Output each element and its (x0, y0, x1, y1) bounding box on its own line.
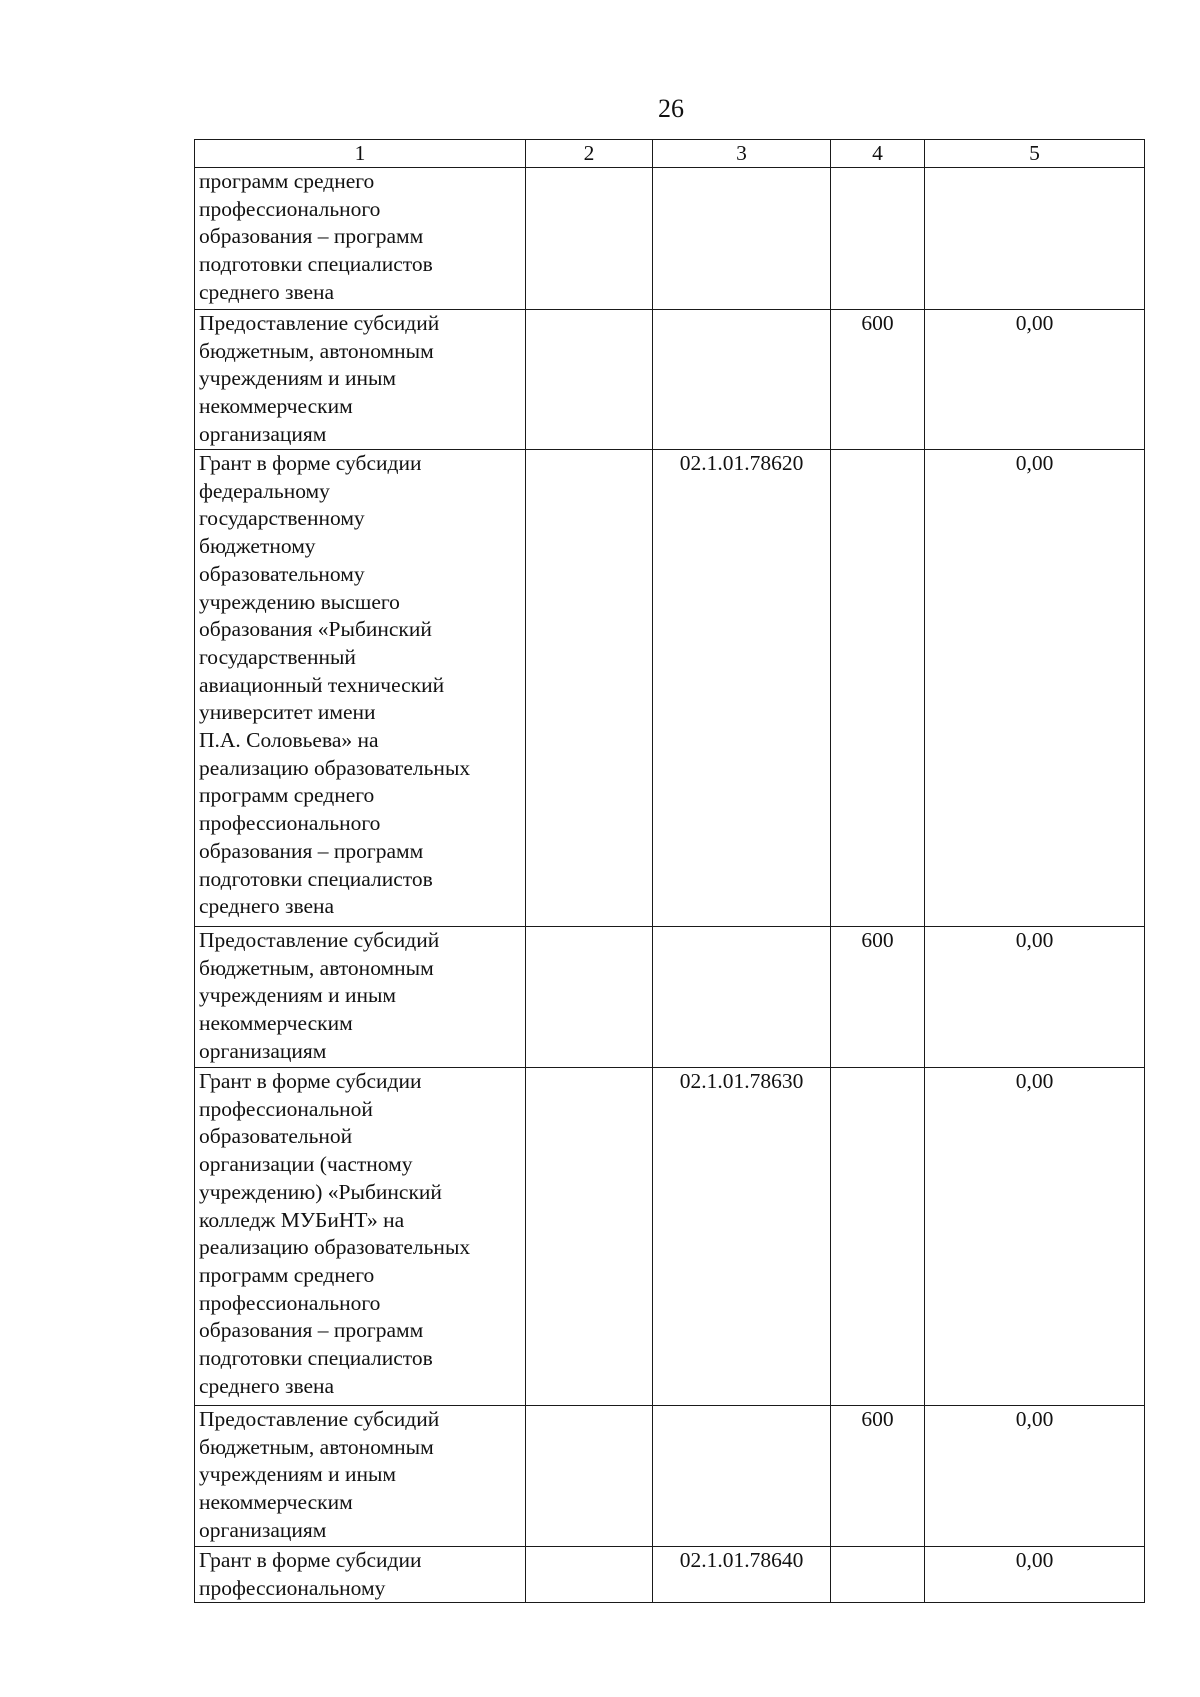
cell-description: программ среднего профессионального образования – программ подготовки специалистов среднего звена (195, 168, 526, 310)
table-body (195, 168, 1145, 1603)
cell-type (831, 450, 925, 927)
cell-type: 600 (831, 1406, 925, 1547)
cell-code: 02.1.01.78640 (653, 1547, 831, 1603)
page-number: 26 (658, 94, 684, 123)
cell-description: Грант в форме субсидии профессиональной образовательной организации (частному учреждению) «Рыбинский колледж МУБиНТ» на реализацию образовательных программ среднего профессионального образования – программ подготовки специалистов среднего звена (195, 1068, 526, 1406)
cell-amount: 0,00 (925, 1068, 1145, 1406)
cell-type (831, 168, 925, 310)
cell-amount: 0,00 (925, 1547, 1145, 1603)
cell-col2 (526, 1547, 653, 1603)
column-header-3: 3 (653, 140, 831, 168)
cell-col2 (526, 168, 653, 310)
budget-table (194, 139, 1145, 1603)
cell-col2 (526, 450, 653, 927)
table-row (195, 168, 1145, 310)
cell-description: Предоставление субсидий бюджетным, автономным учреждениям и иным некоммерческим организациям (195, 927, 526, 1068)
table-row (195, 450, 1145, 927)
column-header-5: 5 (925, 140, 1145, 168)
cell-amount: 0,00 (925, 1406, 1145, 1547)
cell-amount: 0,00 (925, 310, 1145, 450)
cell-code (653, 927, 831, 1068)
cell-type (831, 1547, 925, 1603)
cell-col2 (526, 927, 653, 1068)
table-row (195, 1547, 1145, 1603)
table-header (195, 140, 1145, 168)
cell-amount (925, 168, 1145, 310)
cell-type (831, 1068, 925, 1406)
cell-amount: 0,00 (925, 927, 1145, 1068)
cell-code: 02.1.01.78620 (653, 450, 831, 927)
cell-col2 (526, 1068, 653, 1406)
cell-code (653, 310, 831, 450)
cell-type: 600 (831, 310, 925, 450)
cell-col2 (526, 310, 653, 450)
table-row (195, 1068, 1145, 1406)
column-header-4: 4 (831, 140, 925, 168)
cell-type: 600 (831, 927, 925, 1068)
cell-description: Предоставление субсидий бюджетным, автономным учреждениям и иным некоммерческим организациям (195, 310, 526, 450)
cell-code (653, 1406, 831, 1547)
cell-code (653, 168, 831, 310)
column-header-2: 2 (526, 140, 653, 168)
table-row (195, 310, 1145, 450)
cell-description: Предоставление субсидий бюджетным, автономным учреждениям и иным некоммерческим организациям (195, 1406, 526, 1547)
cell-code: 02.1.01.78630 (653, 1068, 831, 1406)
cell-description: Грант в форме субсидии федеральному государственному бюджетному образовательному учреждению высшего образования «Рыбинский государственный авиационный технический университет имени П.А. Соловьева» на реализацию образовательных программ среднего профессионального образования – программ подготовки специалистов среднего звена (195, 450, 526, 927)
cell-col2 (526, 1406, 653, 1547)
cell-amount: 0,00 (925, 450, 1145, 927)
table-row (195, 1406, 1145, 1547)
header-row (195, 140, 1145, 168)
table-row (195, 927, 1145, 1068)
cell-description: Грант в форме субсидии профессиональному (195, 1547, 526, 1603)
column-header-1: 1 (195, 140, 526, 168)
